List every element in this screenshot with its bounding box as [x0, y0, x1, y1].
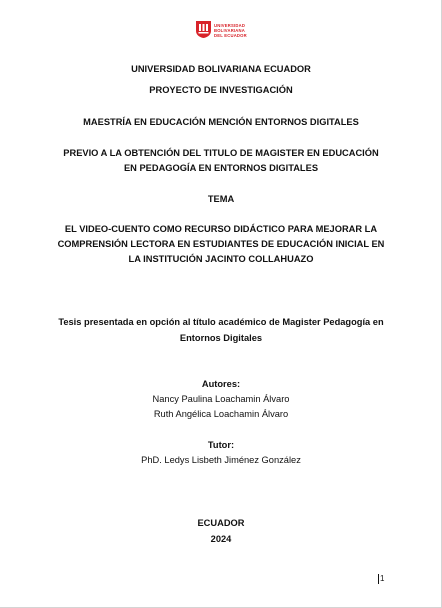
thesis-statement-line-2: Entornos Digitales [179, 333, 263, 343]
topic-title-line-3: LA INSTITUCIÓN JACINTO COLLAHUAZO [128, 254, 314, 264]
country: ECUADOR [197, 518, 245, 528]
author-name: Ruth Angélica Loachamin Álvaro [153, 409, 289, 419]
tutor-name: PhD. Ledys Lisbeth Jiménez González [141, 455, 301, 465]
logo-line: UNIVERSIDAD [214, 23, 246, 28]
logo-line: DEL ECUADOR [214, 33, 247, 38]
thesis-statement-line-1: Tesis presentada en opción al título académico de Magister Pedagogía en [58, 317, 384, 327]
author-name: Nancy Paulina Loachamin Álvaro [152, 394, 290, 404]
program-title: MAESTRÍA EN EDUCACIÓN MENCIÓN ENTORNOS DIGITALES [83, 117, 359, 127]
university-logo-icon [196, 21, 211, 38]
authors-label: Autores: [201, 379, 241, 389]
logo-wordmark [214, 23, 247, 38]
degree-line-1: PREVIO A LA OBTENCIÓN DEL TITULO DE MAGISTER EN EDUCACIÓN [63, 148, 379, 158]
university-logo [196, 21, 256, 43]
project-label: PROYECTO DE INVESTIGACIÓN [149, 85, 293, 95]
topic-title-line-2: COMPRENSIÓN LECTORA EN ESTUDIANTES DE EDUCACIÓN INICIAL EN [57, 239, 385, 249]
page-number: 1 [380, 574, 385, 583]
topic-title-line-1: EL VIDEO-CUENTO COMO RECURSO DIDÁCTICO PARA MEJORAR LA [64, 224, 378, 234]
tutor-label: Tutor: [207, 440, 235, 450]
logo-line: BOLIVARIANA [214, 28, 245, 33]
university-name: UNIVERSIDAD BOLIVARIANA ECUADOR [131, 64, 311, 74]
year: 2024 [210, 534, 232, 544]
topic-label: TEMA [207, 194, 235, 204]
degree-line-2: EN PEDAGOGÍA EN ENTORNOS DIGITALES [123, 163, 319, 173]
